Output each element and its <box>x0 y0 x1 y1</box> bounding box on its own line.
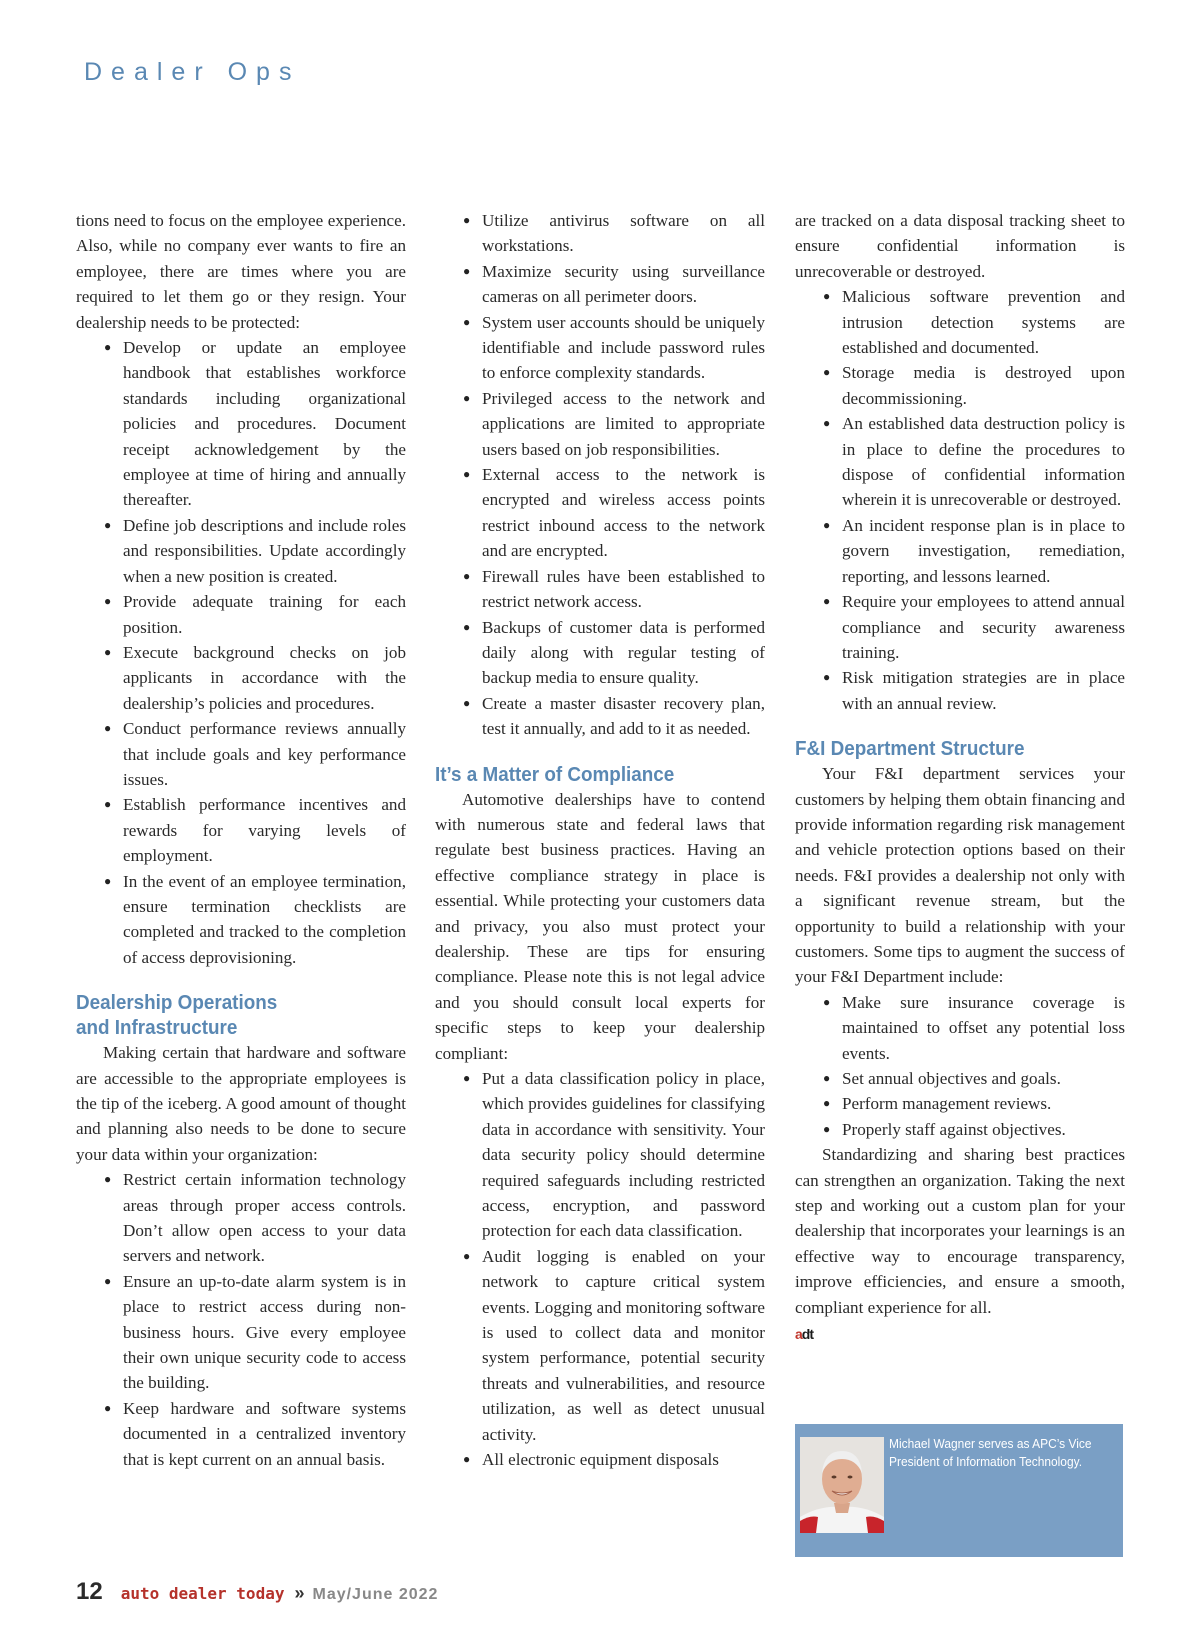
list-item: ● Storage media is destroyed upon decommissioning. <box>842 360 1125 411</box>
column-1 <box>76 208 406 1472</box>
list-item: ● Conduct performance reviews annually that include goals and key performance issues. <box>123 716 406 792</box>
column-3 <box>795 208 1125 1347</box>
list-item: ● Restrict certain information technology areas through proper access controls. Don’t allow open access to your data servers and network. <box>123 1167 406 1269</box>
operations-bullet-list <box>76 1167 406 1472</box>
list-item: ● Define job descriptions and include roles and responsibilities. Update accordingly when a new position is created. <box>123 513 406 589</box>
list-item: ● Backups of customer data is performed daily along with regular testing of backup media to ensure quality. <box>482 615 765 691</box>
list-item: ● Utilize antivirus software on all workstations. <box>482 208 765 259</box>
list-item: ● Audit logging is enabled on your network to capture critical system events. Logging and monitoring software is used to collect data and monitor system performance, potential security threats and vulnerabilities, and resource utilization, as well as detect unusual activity. <box>482 1244 765 1447</box>
list-item: ● All electronic equipment disposals <box>482 1447 765 1472</box>
list-item: ● Malicious software prevention and intrusion detection systems are established and documented. <box>842 284 1125 360</box>
continued-bullet <box>795 208 1125 284</box>
column-2 <box>435 208 765 1473</box>
author-bio-text: Michael Wagner serves as APC’s Vice President of Information Technology. <box>889 1436 1092 1469</box>
author-bio-box <box>795 1424 1123 1557</box>
list-item: ● Keep hardware and software systems documented in a centralized inventory that is kept current on an annual basis. <box>123 1396 406 1472</box>
list-item: ● Create a master disaster recovery plan, test it annually, and add to it as needed. <box>482 691 765 742</box>
heading-line-2: and Infrastructure <box>76 1016 238 1040</box>
issue-date: May/June 2022 <box>312 1586 439 1603</box>
heading-fi-department: F&I Department Structure <box>795 737 1025 761</box>
list-item: ● Make sure insurance coverage is maintained to offset any potential loss events. <box>842 990 1125 1066</box>
list-item: ● Provide adequate training for each position. <box>123 589 406 640</box>
infrastructure-bullet-list <box>435 208 765 742</box>
list-item: ● An incident response plan is in place to govern investigation, remediation, reporting, and lessons learned. <box>842 513 1125 589</box>
heading-line-1: Dealership Operations <box>76 991 278 1015</box>
operations-paragraph: Making certain that hardware and software are accessible to the appropriate employees is the tip of the iceberg. A good amount of thought and planning also needs to be done to secure your data within your organization: <box>76 1043 406 1164</box>
list-item: ● An established data destruction policy is in place to define the procedures to dispose of confidential information wherein it is unrecoverable or destroyed. <box>842 411 1125 513</box>
magazine-name: auto dealer today <box>120 1584 285 1603</box>
fi-bullet-list <box>795 990 1125 1142</box>
footer-separator: » <box>294 1583 305 1603</box>
list-item: ● Firewall rules have been established to restrict network access. <box>482 564 765 615</box>
list-item: ● Require your employees to attend annual compliance and security awareness training. <box>842 589 1125 665</box>
list-item: ● Ensure an up-to-date alarm system is in place to restrict access during non-business hours. Give every employee their own unique security code to access the building. <box>123 1269 406 1396</box>
list-item: ● Maximize security using surveillance cameras on all perimeter doors. <box>482 259 765 310</box>
end-of-article-mark <box>795 1322 813 1347</box>
heading-dealership-operations <box>76 990 380 1040</box>
closing-paragraph: Standardizing and sharing best practices can strengthen an organization. Taking the next step and working out a custom plan for your dealership that incorporates your learnings is an effective way to encourage transparency, improve efficiencies, and ensure a smooth, compliant experience for all. <box>795 1145 1125 1317</box>
page-number: 12 <box>76 1578 103 1605</box>
list-item: ● Put a data classification policy in place, which provides guidelines for classifying data in accordance with sensitivity. Your data security policy should determine required safeguards including restricted access, encryption, and password protection for each data classification. <box>482 1066 765 1244</box>
list-item: ● System user accounts should be uniquely identifiable and include password rules to enforce complexity standards. <box>482 310 765 386</box>
list-item: ● External access to the network is encrypted and wireless access points restrict inbound access to the network and are encrypted. <box>482 462 765 564</box>
list-item: ● Set annual objectives and goals. <box>842 1066 1125 1091</box>
section-label: Dealer Ops <box>84 58 301 86</box>
security-bullet-list <box>795 284 1125 716</box>
list-item-continued: are tracked on a data disposal tracking sheet to ensure confidential information is unrecoverable or destroyed. <box>795 211 1125 281</box>
employee-bullet-list <box>76 335 406 970</box>
list-item: ● Privileged access to the network and applications are limited to appropriate users based on job responsibilities. <box>482 386 765 462</box>
compliance-paragraph: Automotive dealerships have to contend with numerous state and federal laws that regulate best business practices. Having an effective compliance strategy in place is essential. While protecting your customers data and privacy, you also must protect your dealership. These are tips for ensuring compliance. Please note this is not legal advice and you should consult local experts for specific steps to keep your dealership compliant: <box>435 789 765 1063</box>
fi-paragraph: Your F&I department services your customers by helping them obtain financing and provide information regarding risk management and vehicle protection options based on their needs. F&I provides a dealership not only with a significant revenue stream, but the opportunity to build a relationship with your customers. Some tips to augment the success of your F&I Department include: <box>795 764 1125 987</box>
author-photo <box>800 1437 884 1533</box>
list-item: ● Execute background checks on job applicants in accordance with the dealership’s policies and procedures. <box>123 640 406 716</box>
author-portrait-illustration <box>800 1437 884 1533</box>
list-item: ● In the event of an employee termination, ensure termination checklists are completed and tracked to the completion of access deprovisioning. <box>123 869 406 971</box>
page-footer <box>76 1578 438 1606</box>
list-item: ● Properly staff against objectives. <box>842 1117 1125 1142</box>
endmark-a: a <box>795 1326 802 1343</box>
compliance-bullet-list <box>435 1066 765 1473</box>
list-item: ● Develop or update an employee handbook that establishes workforce standards including organizational policies and procedures. Document receipt acknowledgement by the employee at time of hiring and annually thereafter. <box>123 335 406 513</box>
heading-compliance: It’s a Matter of Compliance <box>435 762 675 786</box>
list-item: ● Risk mitigation strategies are in place with an annual review. <box>842 665 1125 716</box>
intro-paragraph: tions need to focus on the employee experience. Also, while no company ever wants to fire an employee, there are times where you are required to let them go or they resign. Your dealership needs to be protected: <box>76 211 406 332</box>
list-item: ● Perform management reviews. <box>842 1091 1125 1116</box>
list-item: ● Establish performance incentives and rewards for varying levels of employment. <box>123 792 406 868</box>
endmark-dt: dt <box>801 1326 814 1343</box>
